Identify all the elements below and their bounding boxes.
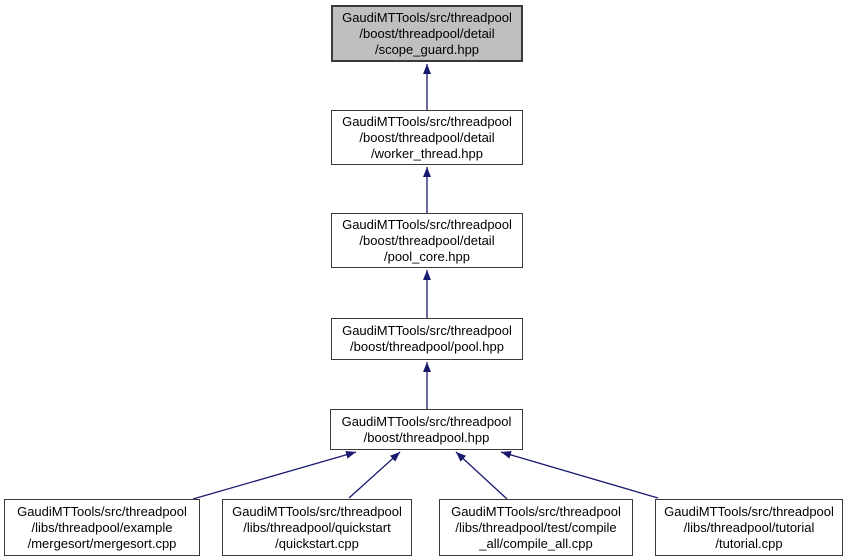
node-scope-guard-hpp [331,5,523,62]
node-label-line: /pool_core.hpp [383,248,470,264]
node-pool-hpp[interactable] [331,318,523,360]
node-label-line: GaudiMTTools/src/threadpool [342,113,512,129]
edge-compile-all-to-threadpool [456,452,507,499]
node-label-line: GaudiMTTools/src/threadpool [342,9,512,25]
node-label-line: /mergesort/mergesort.cpp [27,535,177,551]
node-label-line: GaudiMTTools/src/threadpool [17,503,187,519]
node-label-line: /tutorial.cpp [715,535,783,551]
node-label-line: GaudiMTTools/src/threadpool [342,323,512,338]
node-tutorial-cpp[interactable] [655,499,843,556]
node-label-line: /boost/threadpool/detail [359,25,495,41]
node-label-line: /libs/threadpool/example [31,519,173,535]
node-label-line: /scope_guard.hpp [374,41,480,57]
node-label-line: /boost/threadpool/pool.hpp [350,339,504,354]
node-label-line: GaudiMTTools/src/threadpool [664,503,834,519]
node-label-line: GaudiMTTools/src/threadpool [341,413,512,429]
node-label-line: _all/compile_all.cpp [479,535,593,551]
node-label-line: /quickstart.cpp [275,535,359,551]
node-threadpool-hpp[interactable] [330,409,523,450]
edge-mergesort-to-threadpool [193,452,356,499]
node-quickstart-cpp[interactable] [222,499,412,556]
node-mergesort-cpp[interactable] [4,499,200,556]
edge-quickstart-to-threadpool [349,452,400,498]
node-label-line: GaudiMTTools/src/threadpool [451,503,621,519]
node-label-line: /boost/threadpool/detail [359,232,495,248]
node-label-line: /libs/threadpool/quickstart [243,519,391,535]
node-label-line: GaudiMTTools/src/threadpool [342,216,512,232]
node-label-line: /libs/threadpool/tutorial [683,519,815,535]
node-pool-core-hpp[interactable] [331,213,523,268]
node-label-line: /boost/threadpool.hpp [363,429,490,445]
node-label-line: GaudiMTTools/src/threadpool [232,503,402,519]
node-worker-thread-hpp[interactable] [331,110,523,165]
node-label-line: /worker_thread.hpp [370,145,483,161]
node-label-line: /boost/threadpool/detail [359,129,495,145]
node-compile-all-cpp[interactable] [439,499,633,556]
node-label-line: /libs/threadpool/test/compile [455,519,617,535]
edge-tutorial-to-threadpool [501,452,658,498]
